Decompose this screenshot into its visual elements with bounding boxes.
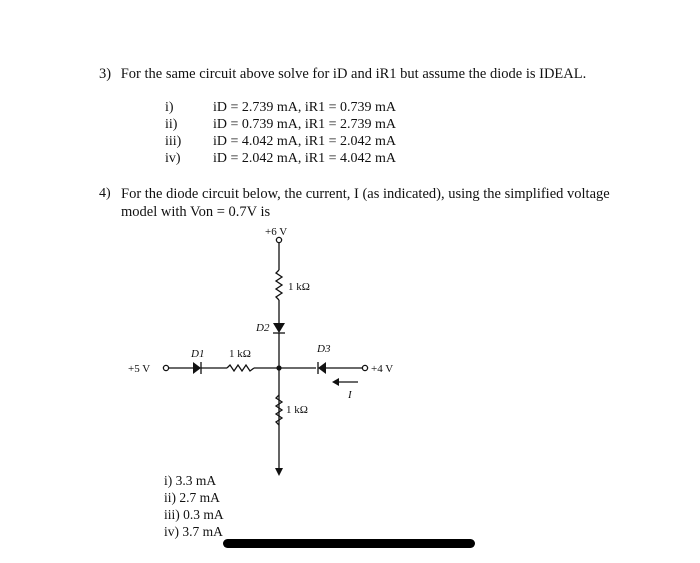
- label-top-supply: +6 V: [265, 226, 288, 238]
- label-r-left: 1 kΩ: [229, 348, 251, 360]
- d2-diode-symbol: [273, 323, 285, 333]
- q3-option-1-text: iD = 2.739 mA, iR1 = 0.739 mA: [213, 100, 397, 115]
- label-r-top: 1 kΩ: [288, 281, 310, 293]
- left-resistor: [227, 365, 254, 371]
- left-terminal: [163, 365, 168, 370]
- q3-option-4-text: iD = 2.042 mA, iR1 = 4.042 mA: [213, 151, 397, 166]
- bottom-arrow-icon: [275, 468, 283, 476]
- d1-diode-symbol: [193, 362, 201, 374]
- q3-option-4-label: iv): [165, 151, 181, 166]
- label-d3: D3: [317, 343, 331, 355]
- junction-node: [276, 365, 281, 370]
- q3-option-2-text: iD = 0.739 mA, iR1 = 2.739 mA: [213, 117, 397, 132]
- current-arrow-icon: [332, 378, 339, 386]
- q4-option-3: iii) 0.3 mA: [164, 507, 224, 522]
- question-4-number: 4): [99, 186, 111, 201]
- question-4-line-1: For the diode circuit below, the current, I (as indicated), using the simplified voltage: [121, 186, 610, 202]
- q4-option-1: i) 3.3 mA: [164, 473, 217, 488]
- label-r-bottom: 1 kΩ: [286, 404, 308, 416]
- label-right-supply: +4 V: [371, 363, 394, 375]
- d3-diode-symbol: [318, 362, 326, 374]
- top-resistor: [276, 270, 282, 300]
- q3-option-1-label: i): [165, 100, 174, 115]
- q3-option-3-label: iii): [165, 134, 182, 149]
- top-terminal: [276, 237, 281, 242]
- label-left-supply: +5 V: [128, 363, 151, 375]
- q3-option-3-text: iD = 4.042 mA, iR1 = 2.042 mA: [213, 134, 397, 149]
- black-bar: [223, 539, 475, 548]
- label-d1: D1: [191, 348, 205, 360]
- label-d2: D2: [256, 322, 270, 334]
- q4-option-4: iv) 3.7 mA: [164, 524, 223, 539]
- question-4-line-2: model with Von = 0.7V is: [121, 204, 271, 220]
- q4-option-2: ii) 2.7 mA: [164, 490, 220, 505]
- question-3-number: 3): [99, 66, 112, 82]
- label-current: I: [348, 389, 352, 401]
- right-terminal: [362, 365, 367, 370]
- q3-option-2-label: ii): [165, 117, 178, 132]
- question-3-text: For the same circuit above solve for iD and iR1 but assume the diode is IDEAL.: [120, 66, 587, 82]
